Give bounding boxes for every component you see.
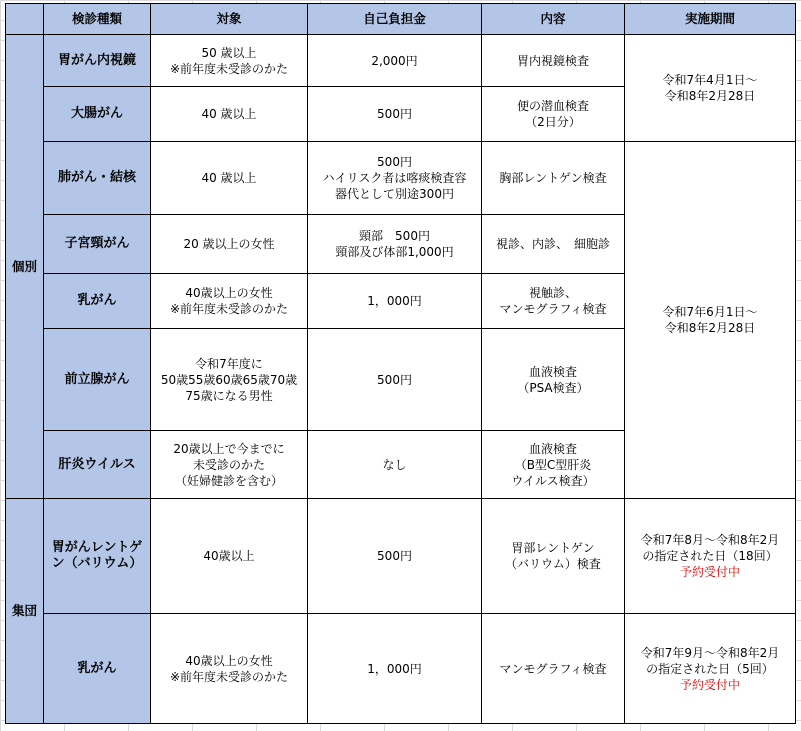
target-cell xyxy=(151,87,308,142)
content-line: マンモグラフィ検査 xyxy=(499,661,607,676)
header-blank xyxy=(6,4,44,35)
type-name: 胃がん内視鏡 xyxy=(44,35,151,87)
content-cell xyxy=(482,431,625,499)
target-line: 40歳以上の女性 xyxy=(185,653,273,668)
period-line: 令和7年9月～令和8年2月 xyxy=(640,645,780,660)
content-cell xyxy=(482,215,625,274)
period-line: 令和8年2月28日 xyxy=(664,89,756,103)
content-cell xyxy=(482,274,625,329)
target-line: ※前年度未受診のかた xyxy=(169,61,289,76)
content-cell xyxy=(482,87,625,142)
target-line: 20 歳以上の女性 xyxy=(183,237,275,251)
target-line: 令和7年度に xyxy=(195,356,263,371)
target-line: 未受診のかた xyxy=(192,457,265,472)
header-target: 対象 xyxy=(151,4,308,35)
reservation-status: 予約受付中 xyxy=(679,565,740,579)
period-cell xyxy=(625,35,796,142)
content-cell xyxy=(482,499,625,614)
period-line: の指定された日（18回） xyxy=(642,549,778,563)
table-row xyxy=(6,614,796,724)
fee-cell xyxy=(308,431,482,499)
header-type: 検診種類 xyxy=(44,4,151,35)
fee-line: なし xyxy=(382,457,407,472)
content-line: （B型C型肝炎 xyxy=(514,457,592,472)
content-line: マンモグラフィ検査 xyxy=(499,302,607,316)
fee-cell xyxy=(308,215,482,274)
type-name: 大腸がん xyxy=(44,87,151,142)
period-cell xyxy=(625,499,796,614)
target-line: 50 歳以上 xyxy=(201,45,257,60)
fee-line: 500円 xyxy=(377,155,412,169)
target-line: 40 歳以上 xyxy=(201,107,257,121)
period-line: 令和7年6月1日～ xyxy=(662,305,758,319)
content-cell xyxy=(482,329,625,431)
screening-table xyxy=(5,3,796,724)
content-line: 胃内視鏡検査 xyxy=(516,53,589,68)
type-name: 乳がん xyxy=(44,274,151,329)
period-line: 令和8年2月28日 xyxy=(664,321,756,335)
header-fee: 自己負担金 xyxy=(308,4,482,35)
content-line: （2日分） xyxy=(525,115,581,129)
type-name: 胃がんレントゲン（バリウム） xyxy=(44,499,151,614)
group-group: 集団 xyxy=(6,499,44,724)
fee-cell xyxy=(308,87,482,142)
content-cell xyxy=(482,614,625,724)
target-cell xyxy=(151,215,308,274)
fee-cell xyxy=(308,329,482,431)
target-cell xyxy=(151,142,308,215)
target-line: 40 歳以上 xyxy=(201,171,257,185)
header-row xyxy=(6,4,796,35)
fee-cell xyxy=(308,499,482,614)
target-cell xyxy=(151,499,308,614)
content-line: ウイルス検査） xyxy=(511,473,595,488)
target-line: 20歳以上で今までに xyxy=(173,441,285,456)
target-line: ※前年度未受診のかた xyxy=(169,669,289,684)
type-name: 前立腺がん xyxy=(44,329,151,431)
target-line: 40歳以上 xyxy=(203,549,255,563)
type-name: 子宮頸がん xyxy=(44,215,151,274)
content-cell xyxy=(482,35,625,87)
content-line: 血液検査 xyxy=(528,441,577,456)
content-line: 視触診、 xyxy=(528,286,577,300)
period-cell xyxy=(625,142,796,499)
content-line: 血液検査 xyxy=(528,364,577,379)
content-line: 便の潜血検査 xyxy=(516,99,589,113)
target-line: （妊婦健診を含む） xyxy=(174,473,283,488)
content-line: （PSA検査） xyxy=(517,380,589,395)
period-cell xyxy=(625,614,796,724)
group-individual: 個別 xyxy=(6,35,44,499)
fee-line: 500円 xyxy=(377,372,412,387)
fee-line: 500円 xyxy=(377,107,412,121)
table-row xyxy=(6,35,796,87)
fee-line: 頸部 500円 xyxy=(359,229,430,243)
target-cell xyxy=(151,614,308,724)
type-name: 肺がん・結核 xyxy=(44,142,151,215)
fee-cell xyxy=(308,274,482,329)
table-row xyxy=(6,499,796,614)
target-line: 50歳55歳60歳65歳70歳 xyxy=(160,372,298,387)
content-line: 胸部レントゲン検査 xyxy=(499,171,607,185)
fee-line: 器代として別途300円 xyxy=(335,187,454,201)
fee-cell xyxy=(308,614,482,724)
target-cell xyxy=(151,431,308,499)
period-line: の指定された日（5回） xyxy=(646,661,774,676)
target-cell xyxy=(151,274,308,329)
header-period: 実施期間 xyxy=(625,4,796,35)
fee-cell xyxy=(308,142,482,215)
fee-line: ハイリスク者は喀痰検査容 xyxy=(322,171,467,185)
table-row xyxy=(6,142,796,215)
content-cell xyxy=(482,142,625,215)
target-line: 40歳以上の女性 xyxy=(185,286,273,300)
fee-line: 500円 xyxy=(377,549,412,563)
content-line: 胃部レントゲン xyxy=(511,541,595,555)
period-line: 令和7年8月～令和8年2月 xyxy=(640,533,780,547)
fee-cell xyxy=(308,35,482,87)
fee-line: 頸部及び体部1,000円 xyxy=(335,245,454,259)
period-line: 令和7年4月1日～ xyxy=(662,73,758,87)
fee-line: 1，000円 xyxy=(367,294,422,308)
reservation-status: 予約受付中 xyxy=(679,677,740,692)
fee-line: 1，000円 xyxy=(367,661,422,676)
target-line: 75歳になる男性 xyxy=(185,388,273,403)
target-cell xyxy=(151,329,308,431)
target-cell xyxy=(151,35,308,87)
content-line: （バリウム）検査 xyxy=(505,557,601,571)
target-line: ※前年度未受診のかた xyxy=(169,302,289,316)
header-content: 内容 xyxy=(482,4,625,35)
fee-line: 2,000円 xyxy=(371,53,418,68)
content-line: 視診、内診、 細胞診 xyxy=(495,237,610,251)
type-name: 肝炎ウイルス xyxy=(44,431,151,499)
type-name: 乳がん xyxy=(44,614,151,724)
